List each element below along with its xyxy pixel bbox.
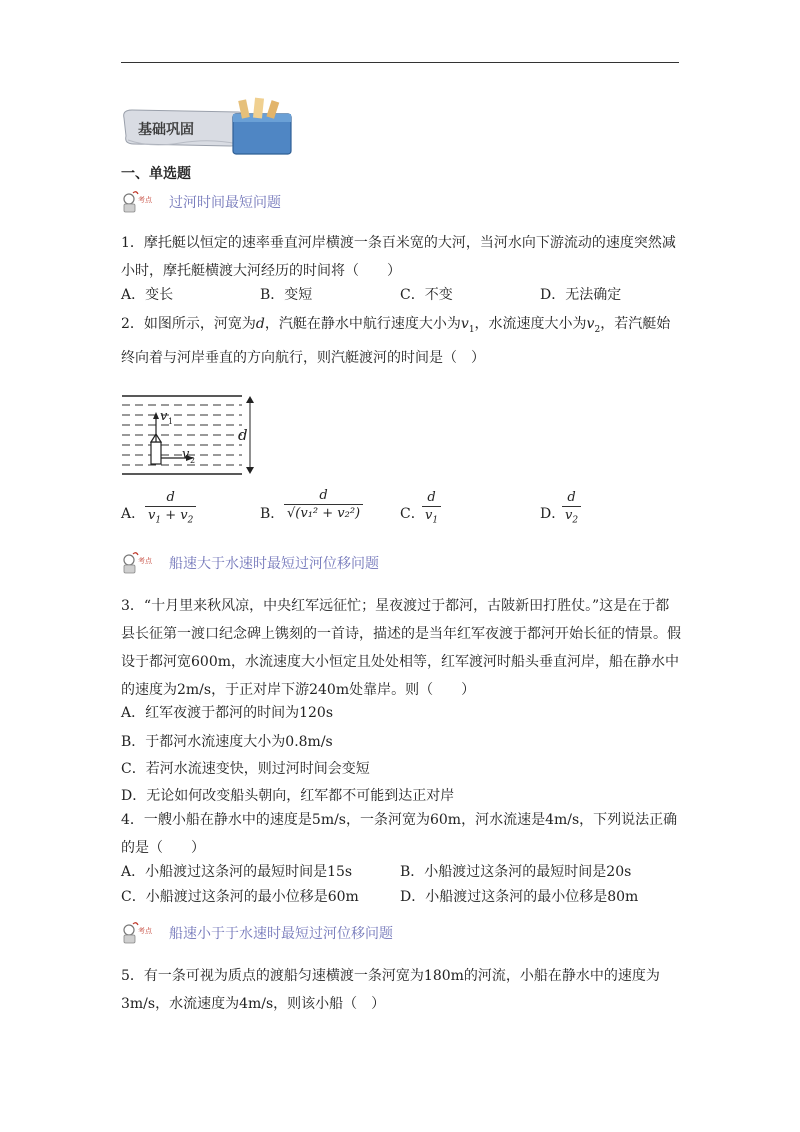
topic-title: 船速小于于水速时最短过河位移问题 [169, 926, 393, 942]
exam-point-icon [121, 920, 161, 946]
topic-label-2 [121, 550, 379, 576]
question-1-stem: 1．摩托艇以恒定的速率垂直河岸横渡一条百米宽的大河，当河水向下游流动的速度突然减小时，摩托艇横渡大河经历的时间将（ ） [121, 235, 676, 279]
q1-option-a: A．变长 [121, 287, 174, 303]
q1-option-c: C．不变 [400, 287, 453, 303]
q1-option-d: D．无法确定 [540, 287, 622, 303]
svg-text:考点: 考点 [138, 927, 152, 935]
svg-text:1: 1 [168, 417, 174, 426]
svg-text:考点: 考点 [138, 557, 152, 565]
boat-icon [151, 442, 161, 464]
q3-option-d: D．无论如何改变船头朝向，红军都不可能到达正对岸 [121, 788, 455, 804]
question-5-stem: 5．有一条可视为质点的渡船匀速横渡一条河宽为180m的河流，小船在静水中的速度为3m/s，水流速度为4m/s，则该小船（ ） [121, 968, 660, 1012]
topic-title: 船速大于水速时最短过河位移问题 [169, 556, 379, 572]
section-banner [120, 96, 295, 158]
q2-option-a-fraction: $\frac{d}{v_1 + v_2}$ [145, 490, 196, 526]
svg-text:v: v [182, 447, 190, 462]
svg-text:2: 2 [190, 456, 196, 465]
exam-point-icon [121, 550, 161, 576]
q1-option-b: B．变短 [260, 287, 313, 303]
question-4-stem: 4．一艘小船在静水中的速度是5m/s，一条河宽为60m，河水流速是4m/s，下列说法正确的是（ ） [121, 812, 678, 856]
q2-option-d-fraction: $\frac{d}{v_2}$ [562, 490, 581, 526]
river-diagram [120, 392, 260, 478]
q2-option-a-label: A． [121, 506, 146, 522]
q4-option-c: C．小船渡过这条河的最小位移是60m [121, 889, 359, 905]
q4-option-a: A．小船渡过这条河的最短时间是15s [121, 864, 353, 880]
svg-text:d: d [238, 426, 248, 444]
q2-option-d-label: D． [540, 506, 566, 522]
svg-text:v: v [160, 409, 168, 424]
header-rule [121, 62, 679, 63]
topic-label-3 [121, 920, 393, 946]
section-heading: 一、单选题 [121, 166, 191, 182]
svg-text:考点: 考点 [138, 196, 152, 204]
q4-option-b: B．小船渡过这条河的最短时间是20s [400, 864, 632, 880]
q3-option-c: C．若河水流速变快，则过河时间会变短 [121, 761, 370, 777]
topic-title: 过河时间最短问题 [169, 195, 281, 211]
q2-option-c-fraction: $\frac{d}{v_1}$ [422, 490, 441, 526]
banner-text: 基础巩固 [138, 122, 194, 138]
exam-point-icon [121, 189, 161, 215]
question-3-stem: 3．“十月里来秋风凉，中央红军远征忙；星夜渡过于都河，古陂新田打胜仗。”这是在于都县长征第一渡口纪念碑上镌刻的一首诗，描述的是当年红军夜渡于都河开始长征的情景。假设于都河宽600m，水流速度大小恒定且处处相等，红军渡河时船头垂直河岸，船在静水中的速度为2m/s，于正对岸下游240m处靠岸。则（ ） [121, 598, 681, 698]
q4-option-d: D．小船渡过这条河的最小位移是80m [400, 889, 639, 905]
q3-option-a: A．红军夜渡于都河的时间为120s [121, 705, 334, 721]
q2-option-b-label: B． [260, 506, 285, 522]
q3-option-b: B．于都河水流速度大小为0.8m/s [121, 734, 333, 750]
question-2-stem: 2．如图所示，河宽为d，汽艇在静水中航行速度大小为$v_1$，水流速度大小为$v_2$，若汽艇始终向着与河岸垂直的方向航行，则汽艇渡河的时间是（ ） [121, 316, 671, 366]
q2-option-b-fraction: $\frac{d}{\text{√(v₁² + v₂²)}}$ [284, 488, 363, 521]
topic-label-1 [121, 189, 281, 215]
q2-option-c-label: C． [400, 506, 425, 522]
